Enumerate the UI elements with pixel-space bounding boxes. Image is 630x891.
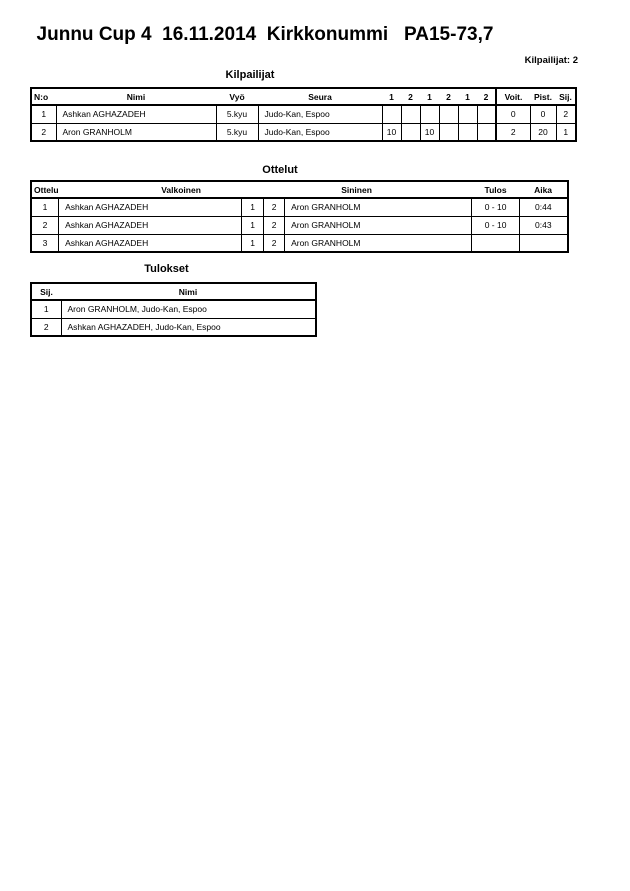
results-table-container xyxy=(30,282,317,337)
results-section-title: Tulokset xyxy=(144,263,189,275)
cell-club: Judo-Kan, Espoo xyxy=(258,105,382,123)
match-row xyxy=(31,216,568,234)
cell-match-no: 3 xyxy=(31,234,59,252)
cell-place: 1 xyxy=(31,300,61,318)
cell-score xyxy=(477,123,496,141)
cell-result xyxy=(472,234,520,252)
competitor-row xyxy=(31,123,576,141)
cell-blue-no: 2 xyxy=(264,216,285,234)
competitors-header-row xyxy=(31,88,576,105)
cell-name: Aron GRANHOLM xyxy=(56,123,216,141)
cell-score xyxy=(439,123,458,141)
cell-score: 10 xyxy=(382,123,401,141)
cell-no: 2 xyxy=(31,123,56,141)
cell-name: Aron GRANHOLM, Judo-Kan, Espoo xyxy=(61,300,316,318)
cell-score xyxy=(420,105,439,123)
cell-result: 0 - 10 xyxy=(472,216,520,234)
col-header-blue: Sininen xyxy=(242,181,472,198)
cell-blue-name: Aron GRANHOLM xyxy=(285,216,472,234)
cell-belt: 5.kyu xyxy=(216,105,258,123)
cell-wins: 2 xyxy=(496,123,530,141)
cell-place: 1 xyxy=(556,123,576,141)
cell-blue-no: 2 xyxy=(264,198,285,216)
col-header-time: Aika xyxy=(520,181,568,198)
result-row xyxy=(31,300,316,318)
match-row xyxy=(31,234,568,252)
matches-section-title: Ottelut xyxy=(262,164,298,176)
cell-score xyxy=(477,105,496,123)
cell-white-no: 1 xyxy=(242,198,264,216)
cell-wins: 0 xyxy=(496,105,530,123)
competitors-table xyxy=(30,87,577,142)
cell-belt: 5.kyu xyxy=(216,123,258,141)
cell-place: 2 xyxy=(556,105,576,123)
competitors-table-container xyxy=(30,87,577,142)
cell-no: 1 xyxy=(31,105,56,123)
cell-score xyxy=(401,105,420,123)
col-header-name: Nimi xyxy=(56,88,216,105)
competitors-section-title: Kilpailijat xyxy=(225,69,275,81)
col-header-result: Tulos xyxy=(472,181,520,198)
col-header-name: Nimi xyxy=(61,283,316,300)
col-header-match: Ottelu xyxy=(31,181,59,198)
matches-table-container xyxy=(30,180,569,253)
cell-score xyxy=(458,123,477,141)
col-header-points: Pist. xyxy=(530,88,556,105)
col-header-no: N:o xyxy=(31,88,56,105)
cell-score xyxy=(401,123,420,141)
col-header-round: 1 xyxy=(382,88,401,105)
col-header-place: Sij. xyxy=(31,283,61,300)
result-row xyxy=(31,318,316,336)
col-header-round: 2 xyxy=(401,88,420,105)
competitors-count: Kilpailijat: 2 xyxy=(524,55,578,66)
col-header-round: 2 xyxy=(477,88,496,105)
col-header-wins: Voit. xyxy=(496,88,530,105)
col-header-white: Valkoinen xyxy=(59,181,242,198)
cell-score: 10 xyxy=(420,123,439,141)
cell-blue-no: 2 xyxy=(264,234,285,252)
cell-white-no: 1 xyxy=(242,216,264,234)
cell-name: Ashkan AGHAZADEH, Judo-Kan, Espoo xyxy=(61,318,316,336)
cell-place: 2 xyxy=(31,318,61,336)
cell-time: 0:44 xyxy=(520,198,568,216)
cell-match-no: 1 xyxy=(31,198,59,216)
col-header-place: Sij. xyxy=(556,88,576,105)
cell-white-name: Ashkan AGHAZADEH xyxy=(59,198,242,216)
col-header-club: Seura xyxy=(258,88,382,105)
col-header-round: 1 xyxy=(420,88,439,105)
cell-time xyxy=(520,234,568,252)
results-header-row xyxy=(31,283,316,300)
cell-score xyxy=(439,105,458,123)
col-header-belt: Vyö xyxy=(216,88,258,105)
cell-match-no: 2 xyxy=(31,216,59,234)
cell-time: 0:43 xyxy=(520,216,568,234)
page-title: Junnu Cup 4 16.11.2014 Kirkkonummi PA15-73,7 xyxy=(36,24,494,45)
match-row xyxy=(31,198,568,216)
cell-result: 0 - 10 xyxy=(472,198,520,216)
cell-score xyxy=(382,105,401,123)
cell-white-name: Ashkan AGHAZADEH xyxy=(59,234,242,252)
cell-points: 0 xyxy=(530,105,556,123)
cell-points: 20 xyxy=(530,123,556,141)
cell-name: Ashkan AGHAZADEH xyxy=(56,105,216,123)
cell-blue-name: Aron GRANHOLM xyxy=(285,198,472,216)
matches-header-row xyxy=(31,181,568,198)
cell-club: Judo-Kan, Espoo xyxy=(258,123,382,141)
col-header-round: 1 xyxy=(458,88,477,105)
col-header-round: 2 xyxy=(439,88,458,105)
cell-white-name: Ashkan AGHAZADEH xyxy=(59,216,242,234)
results-table xyxy=(30,282,317,337)
cell-white-no: 1 xyxy=(242,234,264,252)
matches-table xyxy=(30,180,569,253)
competitor-row xyxy=(31,105,576,123)
cell-blue-name: Aron GRANHOLM xyxy=(285,234,472,252)
cell-score xyxy=(458,105,477,123)
